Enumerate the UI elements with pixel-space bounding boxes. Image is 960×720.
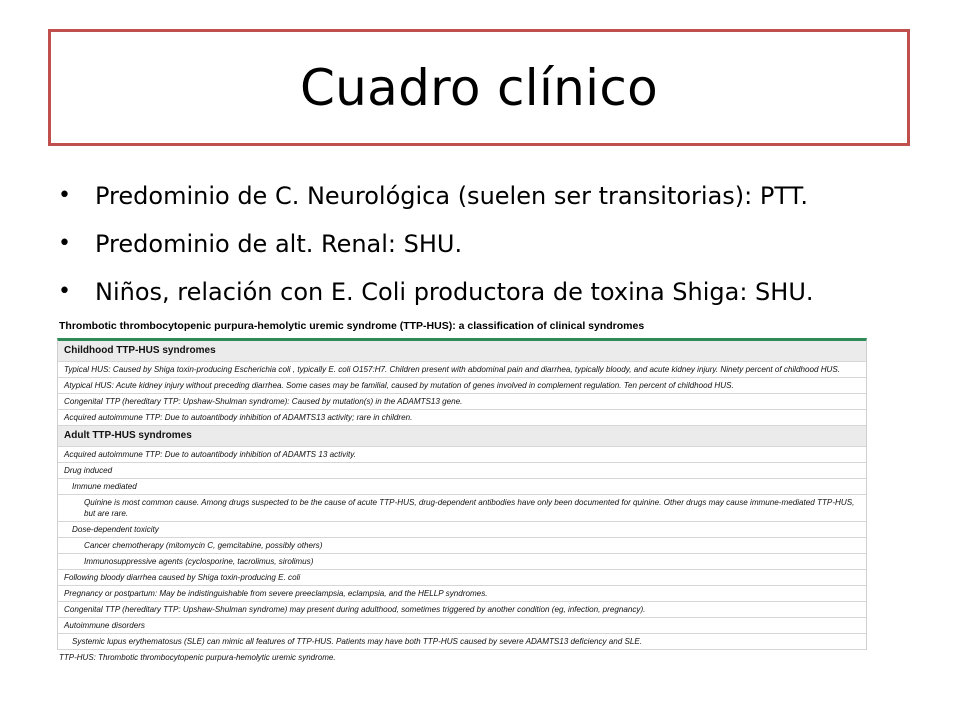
table-row: Atypical HUS: Acute kidney injury without preceding diarrhea. Some cases may be familial, caused by mutation of genes involved in complement regulation. Ten percent of childhood HUS. <box>58 378 866 394</box>
bullet-list <box>58 172 814 316</box>
classification-table-figure <box>57 317 867 664</box>
table-row: Acquired autoimmune TTP: Due to autoantibody inhibition of ADAMTS13 activity; rare in children. <box>58 410 866 426</box>
classification-table <box>57 338 867 650</box>
table-footnote: TTP-HUS: Thrombotic thrombocytopenic purpura-hemolytic uremic syndrome. <box>59 653 336 662</box>
title-box <box>48 29 910 146</box>
bullet-text: Niños, relación con E. Coli productora de toxina Shiga: SHU. <box>95 278 814 306</box>
table-row: Pregnancy or postpartum: May be indistinguishable from severe preeclampsia, eclampsia, and the HELLP syndromes. <box>58 586 866 602</box>
bullet-item <box>58 268 814 316</box>
table-row: Autoimmune disorders <box>58 618 866 634</box>
bullet-text: Predominio de alt. Renal: SHU. <box>95 230 463 258</box>
bullet-icon: • <box>58 183 71 208</box>
table-row: Cancer chemotherapy (mitomycin C, gemcitabine, possibly others) <box>58 538 866 554</box>
table-row: Drug induced <box>58 463 866 479</box>
bullet-icon: • <box>58 279 71 304</box>
table-row: Quinine is most common cause. Among drugs suspected to be the cause of acute TTP-HUS, drug-dependent antibodies have only been documented for quinine. Other drugs may cause immune-mediated TTP-HUS, but are rare. <box>58 495 866 522</box>
section-header-childhood: Childhood TTP-HUS syndromes <box>58 341 866 362</box>
table-row: Immunosuppressive agents (cyclosporine, tacrolimus, sirolimus) <box>58 554 866 570</box>
bullet-icon: • <box>58 231 71 256</box>
table-row: Congenital TTP (hereditary TTP: Upshaw-Shulman syndrome) may present during adulthood, sometimes triggered by another condition (eg, infection, pregnancy). <box>58 602 866 618</box>
table-row: Acquired autoimmune TTP: Due to autoantibody inhibition of ADAMTS 13 activity. <box>58 447 866 463</box>
bullet-item <box>58 172 814 220</box>
bullet-text: Predominio de C. Neurológica (suelen ser transitorias): PTT. <box>95 182 809 210</box>
table-row: Typical HUS: Caused by Shiga toxin-producing Escherichia coli , typically E. coli O157:H7. Children present with abdominal pain and diarrhea, typically bloody, and acute kidney injury. Ninety percent of childhood HUS. <box>58 362 866 378</box>
table-row: Congenital TTP (hereditary TTP: Upshaw-Shulman syndrome): Caused by mutation(s) in the ADAMTS13 gene. <box>58 394 866 410</box>
slide-title: Cuadro clínico <box>299 58 659 117</box>
table-row: Immune mediated <box>58 479 866 495</box>
table-row: Dose-dependent toxicity <box>58 522 866 538</box>
bullet-item <box>58 220 814 268</box>
section-header-adult: Adult TTP-HUS syndromes <box>58 426 866 447</box>
table-title: Thrombotic thrombocytopenic purpura-hemolytic uremic syndrome (TTP-HUS): a classification of clinical syndromes <box>59 320 645 332</box>
table-row: Systemic lupus erythematosus (SLE) can mimic all features of TTP-HUS. Patients may have both TTP-HUS caused by severe ADAMTS13 deficiency and SLE. <box>58 634 866 650</box>
table-row: Following bloody diarrhea caused by Shiga toxin-producing E. coli <box>58 570 866 586</box>
